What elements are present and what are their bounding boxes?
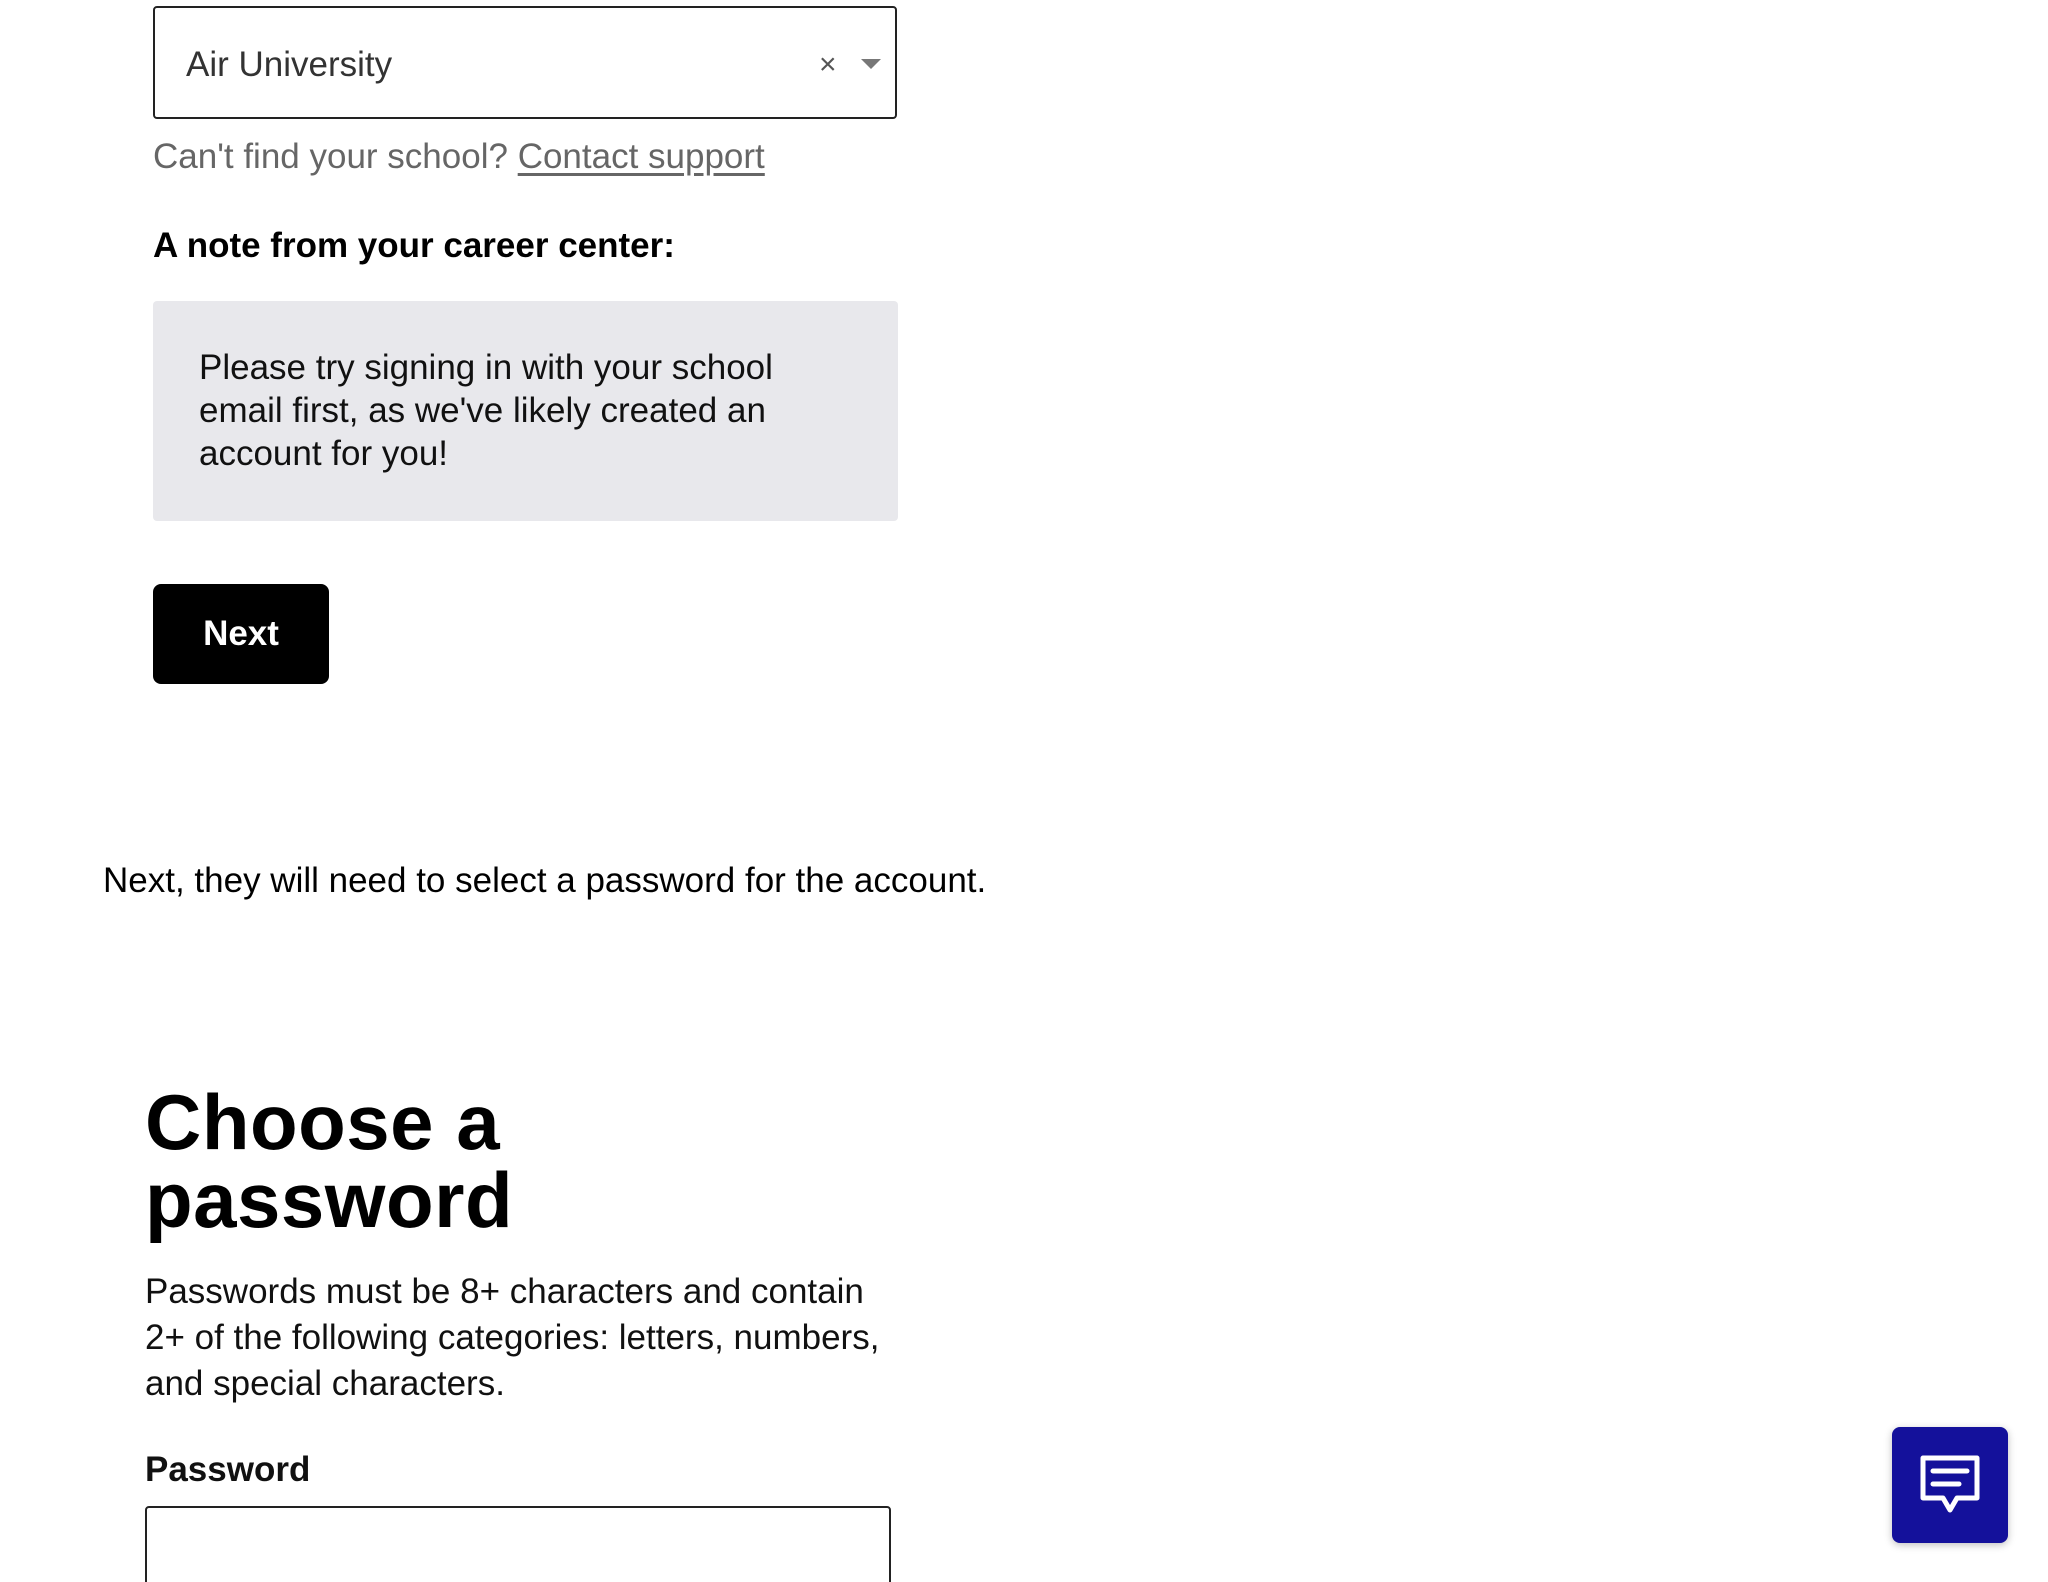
next-button[interactable]: Next [153, 584, 329, 684]
career-note-box [153, 301, 898, 521]
chevron-down-icon[interactable] [861, 59, 881, 69]
page-title: Choose a password [145, 1078, 514, 1244]
contact-support-link[interactable]: Contact support [517, 137, 765, 176]
school-select[interactable] [153, 6, 897, 119]
clear-icon[interactable]: × [819, 48, 837, 81]
instruction-text: Next, they will need to select a password for the account. [103, 861, 987, 900]
chat-button[interactable] [1892, 1427, 2008, 1543]
school-select-value: Air University [186, 45, 393, 84]
cant-find-school [153, 137, 765, 177]
cant-find-prompt: Can't find your school? [153, 137, 508, 176]
password-requirements: Passwords must be 8+ characters and contain 2+ of the following categories: letters, numbers, and special characters. [145, 1272, 880, 1403]
career-note-heading: A note from your career center: [153, 226, 675, 265]
password-input[interactable] [145, 1506, 891, 1582]
password-label: Password [145, 1450, 311, 1489]
career-note-text: Please try signing in with your school email first, as we've likely created an account for you! [199, 348, 773, 473]
chat-icon [1917, 1452, 1983, 1518]
